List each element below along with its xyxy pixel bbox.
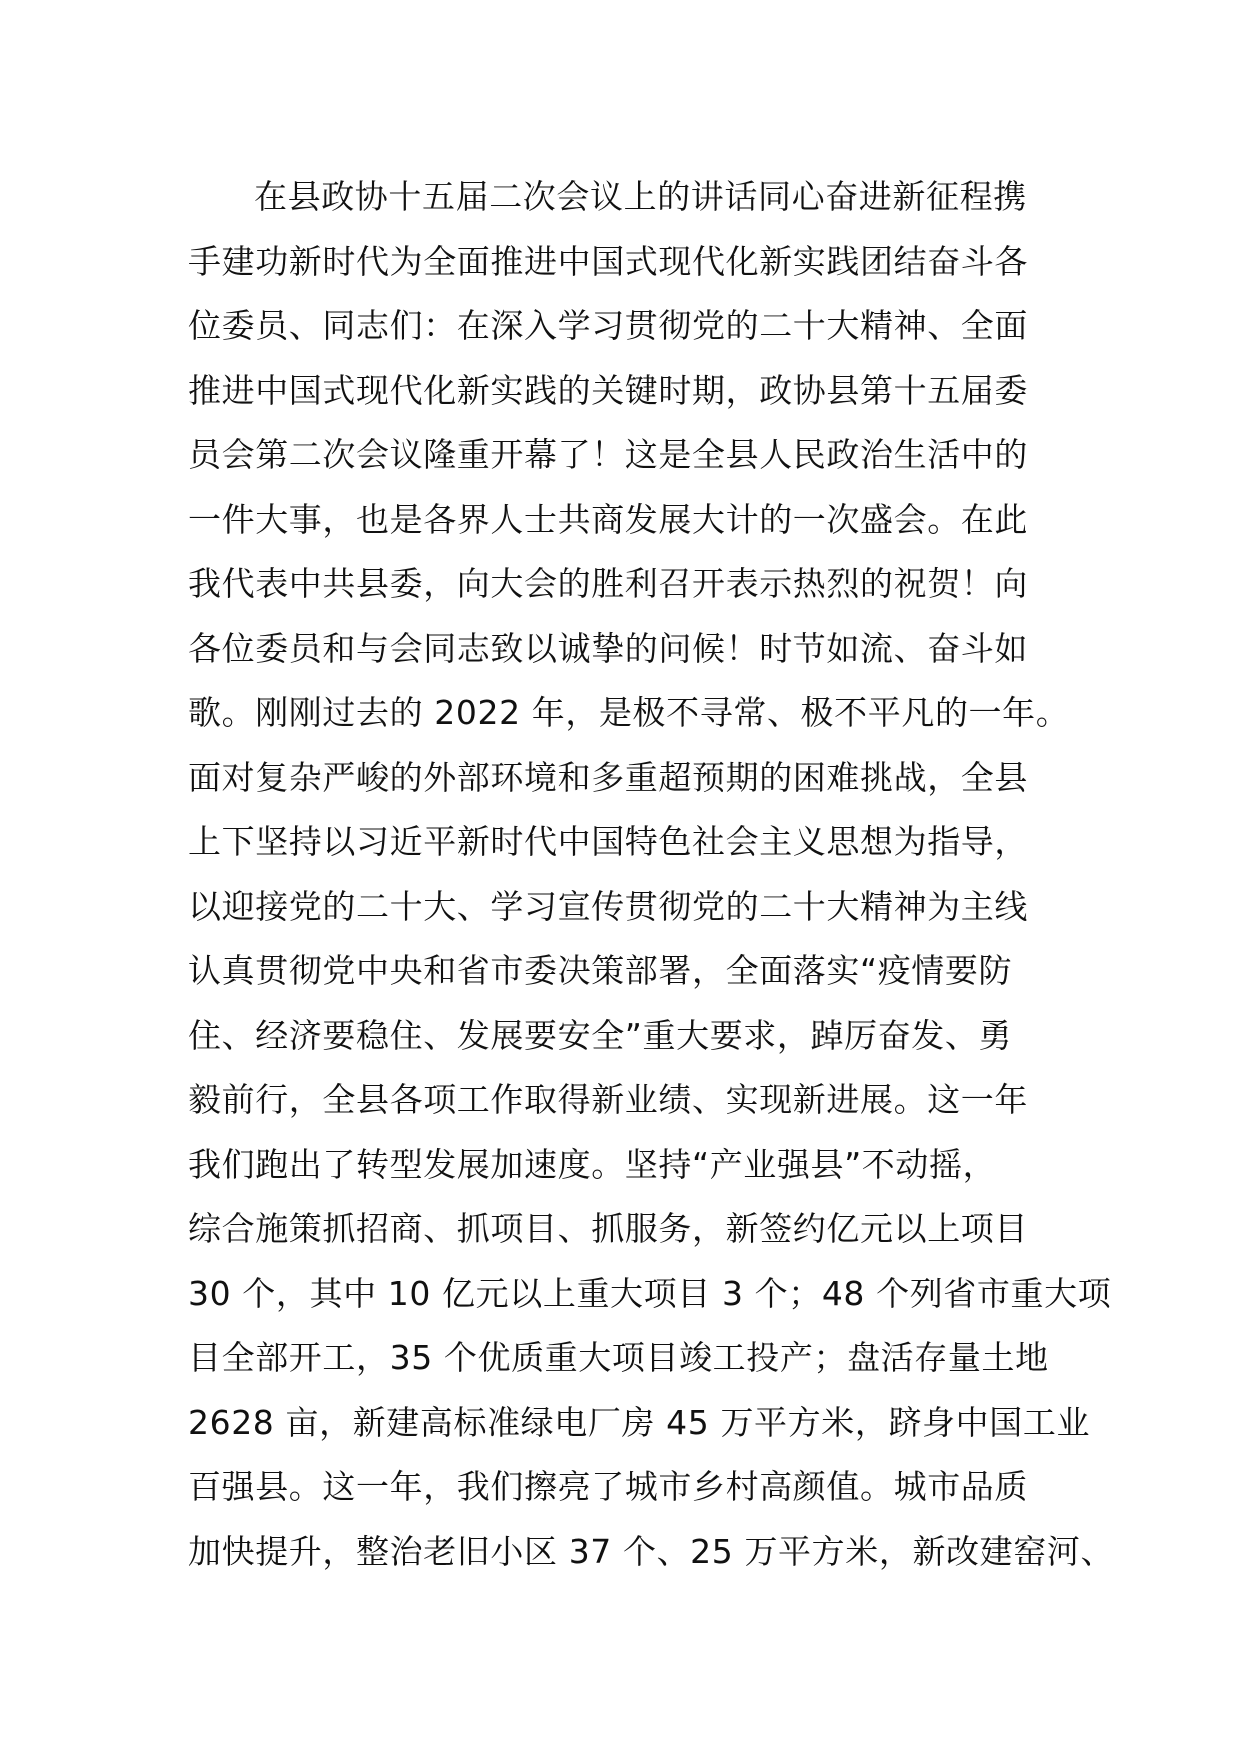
- text-line: 歌。刚刚过去的 2022 年，是极不寻常、极不平凡的一年。: [188, 693, 1070, 732]
- text-line: 综合施策抓招商、抓项目、抓服务，新签约亿元以上项目: [188, 1209, 1028, 1248]
- text-line: 毅前行，全县各项工作取得新业绩、实现新进展。这一年: [188, 1080, 1028, 1119]
- text-line: 我代表中共县委，向大会的胜利召开表示热烈的祝贺！向: [188, 564, 1028, 603]
- text-line: 各位委员和与会同志致以诚挚的问候！时节如流、奋斗如: [188, 628, 1028, 668]
- text-line: 一件大事，也是各界人士共商发展大计的一次盛会。在此: [188, 499, 1028, 539]
- text-line: 住、经济要稳住、发展要安全”重大要求，踔厉奋发、勇: [188, 1015, 1013, 1055]
- text-line: 以迎接党的二十大、学习宣传贯彻党的二十大精神为主线: [188, 886, 1028, 926]
- text-line: 我们跑出了转型发展加速度。坚持“产业强县”不动摇，: [188, 1144, 997, 1184]
- text-line: 加快提升，整治老旧小区 37 个、25 万平方米，新改建窑河、: [188, 1531, 1115, 1571]
- text-line: 上下坚持以习近平新时代中国特色社会主义思想为指导，: [188, 822, 1028, 861]
- text-line: 2628 亩，新建高标准绿电厂房 45 万平方米，跻身中国工业: [188, 1402, 1091, 1442]
- text-line: 手建功新时代为全面推进中国式现代化新实践团结奋斗各: [188, 241, 1028, 281]
- text-line: 百强县。这一年，我们擦亮了城市乡村高颜值。城市品质: [188, 1467, 1028, 1506]
- text-line: 认真贯彻党中央和省市委决策部署，全面落实“疫情要防: [188, 951, 1013, 990]
- body-paragraph: [188, 165, 1115, 1584]
- text-line: 位委员、同志们：在深入学习贯彻党的二十大精神、全面: [188, 306, 1028, 345]
- text-line: 目全部开工，35 个优质重大项目竣工投产；盘活存量土地: [188, 1338, 1049, 1377]
- text-line: 推进中国式现代化新实践的关键时期，政协县第十五届委: [188, 370, 1028, 410]
- text-line: 面对复杂严峻的外部环境和多重超预期的困难挑战，全县: [188, 757, 1028, 797]
- text-line: 30 个，其中 10 亿元以上重大项目 3 个；48 个列省市重大项: [188, 1273, 1112, 1313]
- text-line: 在县政协十五届二次会议上的讲话同心奋进新征程携: [254, 177, 1027, 216]
- text-line: 员会第二次会议隆重开幕了！这是全县人民政治生活中的: [188, 435, 1028, 474]
